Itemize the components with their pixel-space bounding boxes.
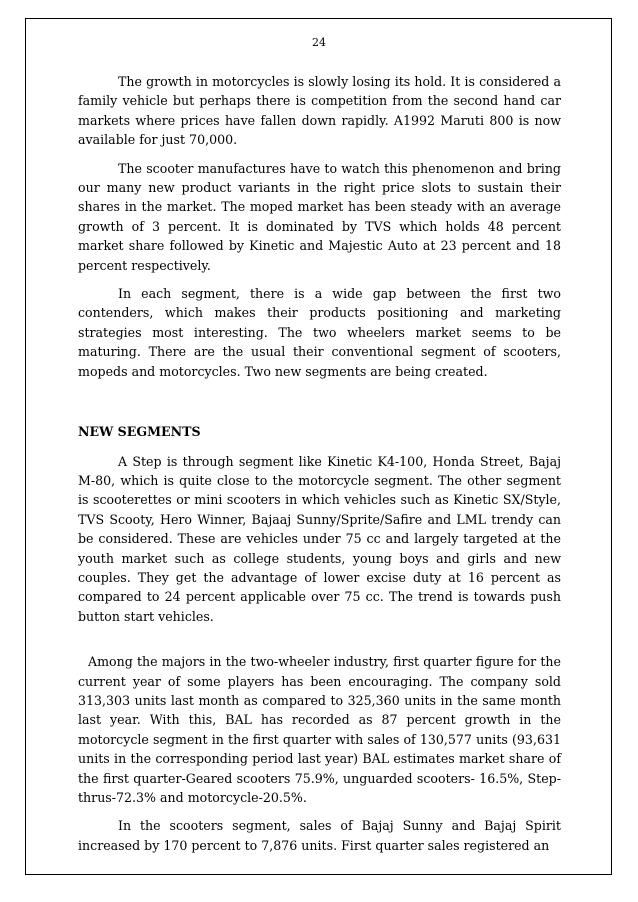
paragraph-spacer (78, 635, 561, 652)
section-heading: NEW SEGMENTS (78, 424, 201, 440)
paragraph-scooters-segment: In the scooters segment, sales of Bajaj Sunny and Bajaj Spirit increased by 170 percent to 7,876 units. First quarter sales registered an (78, 818, 561, 853)
page-number: 24 (312, 36, 326, 49)
paragraph-scooter-manufactures: The scooter manufactures have to watch this phenomenon and bring our many new product variants in the right price slots to sustain their shares in the market. The moped market has been steady with an average growth of 3 percent. It is dominated by TVS which holds 48 percent market share followed by Kinetic and Majestic Auto at 23 percent and 18 percent respectively. (78, 160, 561, 273)
paragraph-segment-gap: In each segment, there is a wide gap between the first two contenders, which makes their products positioning and marketing strategies most interesting. The two wheelers market seems to be maturing. There are the usual their conventional segment of scooters, mopeds and motorcycles. Two new segments are being created. (78, 286, 561, 379)
document-body (78, 72, 561, 864)
paragraph-majors: Among the majors in the two-wheeler industry, first quarter figure for the current year of some players has been encouraging. The company sold 313,303 units last month as compared to 325,360 units in the same month last year. With this, BAL has recorded as 87 percent growth in the motorcycle segment in the first quarter with sales of 130,577 units (93,631 units in the corresponding period last year) BAL estimates market share of the first quarter-Geared scooters 75.9%, unguarded scooters- 16.5%, Step-thrus-72.3% and motorcycle-20.5%. (78, 654, 561, 805)
paragraph-motorcycle-growth: The growth in motorcycles is slowly losing its hold. It is considered a family vehicle but perhaps there is competition from the second hand car markets where prices have fallen down rapidly. A1992 Maruti 800 is now available for just 70,000. (78, 74, 561, 148)
paragraph-new-segments: A Step is through segment like Kinetic K4-100, Honda Street, Bajaj M-80, which is quite close to the motorcycle segment. The other segment is scooterettes or mini scooters in which vehicles such as Kinetic SX/Style, TVS Scooty, Hero Winner, Bajaaj Sunny/Sprite/Safire and LML trendy can be considered. These are vehicles under 75 cc and largely targeted at the youth market such as college students, young boys and girls and new couples. They get the advantage of lower excise duty at 16 percent as compared to 24 percent applicable over 75 cc. The trend is towards push button start vehicles. (78, 453, 561, 624)
